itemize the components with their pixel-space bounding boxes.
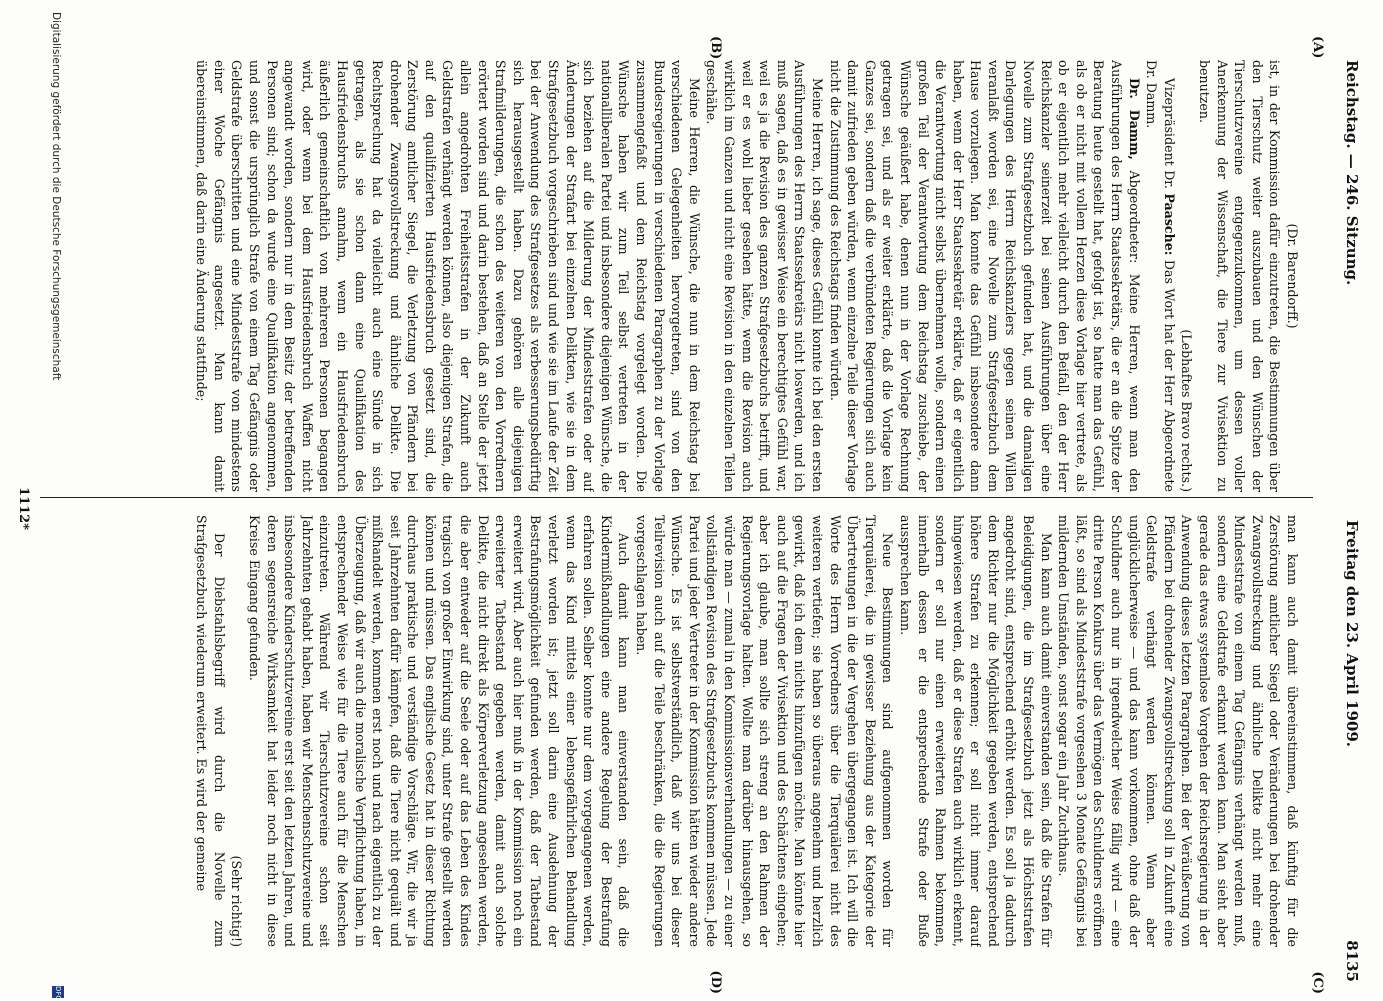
chair-statement [1143, 60, 1178, 492]
chair-prefix: Vizepräsident Dr. [1161, 78, 1177, 189]
column-divider [40, 497, 1313, 498]
paragraph: Neue Bestimmungen sind aufgenommen worden für Tierquälerei, die in gewisser Beziehung aus der Kategorie der Übertretungen in die der Vergehen übergegangen ist. Ich will die Worte des Herrn Vorredners über die Tierquälerei nicht des weiteren vertiefen; sie haben so überaus angenehm und herzlich gewirkt, daß ich dem nichts hinzufügen möchte. Man könnte hier auch auf die Fragen der Vivisektion und des Schächtens eingehen; aber ich glaube, man sollte sich streng an den Rahmen der Regierungsvorlage halten. Wollte man darüber hinausgehen, so würde man — zumal in den Kommissionsverhandlungen — zu einer vollständigen Revision des Strafgesetzbuchs kommen müssen. Jede Partei und jeder Vertreter in der Kommission hätten wieder andere Wünsche. Es ist selbstverständlich, daß wir uns bei dieser Teilrevision auch auf die Teile beschränken, die die Regierungen vorgeschlagen haben. [634, 515, 896, 947]
speech-start [826, 60, 1143, 492]
applause: (Lebhaftes Bravo rechts.) [1179, 329, 1195, 492]
header-right: Freitag den 23. April 1909. [1343, 520, 1361, 747]
dfg-logo-icon: DFG [54, 986, 62, 1001]
margin-marker-b: (B) [708, 36, 723, 60]
paragraph: Meine Herren, die Wünsche, die nun in dem Reichstag bei verschiedenen Gelegenheiten hervorgetreten, sind von den Bundesregierungen in verschiedenen Paragraphen zu der Vorlage zusammengefaßt und dem Reichstag vorgelegt worden. Die Wünsche haben wir zum Teil selbst vertreten in der nationalliberalen Partei und insbesondere diejenigen Wünsche, die sich beziehen auf die Milderung der Mindeststrafen oder auf Änderungen der Strafart bei einzelnen Delikten, wie sie in dem Strafgesetzbuch vorgeschrieben sind und wie sie im Laufe der Zeit bei der Anwendung des Strafgesetzes als verbesserungsbedürftig sich herausgestellt haben. Dazu gehören alle diejenigen Strafmilderungen, die schon des weiteren von den Vorrednern erörtert worden sind und darin bestehen, daß an Stelle der jetzt allein angedrohten Freiheitsstrafen in der Zukunft auch Geldstrafen verhängt werden können, also diejenigen Strafen, die auf den qualifizierten Hausfriedensbruch gesetzt sind, die Zerstörung amtlicher Siegel, die Verletzung von Pfändern bei drohender Zwangsvollstreckung und ähnliche Delikte. Die Rechtsprechung hat da vielleicht auch eine Sünde in sich getragen, als sie schon dann eine Qualifikation des Hausfriedensbruchs annahm, wenn ein Hausfriedensbruch äußerlich gemeinschaftlich von mehreren Personen begangen wird, oder wenn bei dem Hausfriedensbruch Waffen nicht angewandt worden, sondern nur in dem Besitz der betreffenden Personen sind; schon da wurde eine Qualifikation angenommen, und sonst die ursprünglich Strafe von einem Tag Gefängnis oder Geldstrafe überschritten und eine Mindeststrafe von mindestens einer Woche Gefängnis angesetzt. Man kann damit übereinstimmen, daß darin eine Änderung stattfinde; [194, 60, 702, 492]
margin-marker-a: (A) [1310, 36, 1325, 59]
paragraph: ist, in der Kommission dafür einzutreten, die Bestimmungen über den Tierschutz weiter auszubauen und den Wünschen der Tierschutzvereine entgegenzukommen, um dessen voller Anerkennung der Wissenschaft, die Tiere zur Vivisektion zu benutzen. [1197, 60, 1283, 492]
speech-text: Meine Herren, wenn man den Ausführungen des Herrn Staatssekretärs, die er an die Spitze der Beratung heute gestellt hat, gefolgt ist, so hatte man das Gefühl, als ob er nicht mit vollem Herzen diese Vorlage hier vertrete, als ob er eigentlich mehr vielleicht durch den Beifall, den der Herr Reichskanzler seinerzeit bei seinen Ausführungen über eine Novelle zum Strafgesetzbuch gefunden hat, und die damaligen Darlegungen des Herrn Reichskanzlers gegen seinen Willen veranlaßt worden sei, eine Novelle zum Strafgesetzbuch dem Hause vorzulegen. Man konnte das Gefühl insbesondere dann haben, wenn der Herr Staatssekretär erklärte, daß er eigentlich die Verantwortung nicht selbst übernehmen wolle, sondern einen großen Teil der Verantwortung dem Reichstag zuschiebe, der Wünsche geäußert habe, denen nun in der Vorlage Rechnung getragen sei, und als er weiter erklärte, daß die Vorlage kein Ganzes sei, sondern daß die verbündeten Regierungen sich auch damit zufrieden geben würden, wenn einzelne Teile dieser Vorlage nicht die Zustimmung des Reichstags finden würden. [827, 60, 1142, 492]
digitization-credit [6, 0, 66, 1000]
page-reference: 1112* [16, 487, 31, 530]
paragraph: Meine Herren, ich sage, dieses Gefühl konnte ich bei den ersten Ausführungen des Herrn Staatssekretärs nicht loswerden, und ich muß sagen, daß es in gewisser Weise ein berechtigtes Gefühl war, weil es ja die Revision des ganzen Strafgesetzbuchs betrifft, und weil er es wohl lieber gesehen hätte, wenn die Revision auch wirklich im Ganzen und nicht eine Revision in den einzelnen Teilen geschähe. [704, 60, 825, 492]
page-number: 8135 [1343, 940, 1361, 982]
header-left: Reichstag. — 246. Sitzung. [1343, 60, 1361, 286]
interjection: (Sehr richtig!) [229, 855, 245, 947]
credit-text: Digitalisierung gefördert durch die Deutsche Forschungsgemeinschaft [50, 12, 62, 381]
paragraph: Der Diebstahlsbegriff wird durch die Novelle zum Strafgesetzbuch wiederum erweitert. Es wird der gemeine [194, 515, 227, 947]
chair-name: Paasche: [1161, 193, 1177, 256]
chair-text: Das Wort hat der Herr Abgeordnete Dr. Damm. [1144, 60, 1177, 492]
speaker-role: Abgeordneter: [1126, 170, 1142, 264]
margin-marker-d: (D) [708, 970, 723, 994]
left-column [76, 60, 1301, 492]
paragraph: Man kann auch damit einverstanden sein, daß die Strafen für Beleidigungen, die im Strafgesetzbuch jetzt als Höchststrafen angedroht sind, entsprechend erhöht werden. Es soll ja dadurch dem Richter nur die Möglichkeit gegeben werden, entsprechend höhere Strafen zu erkennen; er soll nicht immer darauf hingewiesen werden, daß er diese Strafen auch wirklich erkennt, sondern er soll nur einen erweiterten Rahmen bekommen, innerhalb dessen er die entsprechende Strafe oder Buße aussprechen kann. [897, 515, 1054, 947]
paragraph: Auch damit kann man einverstanden sein, daß die Kindermißhandlungen eine andere Regelung der Bestrafung erfahren sollen. Selber konnte nur dem vorgegangenen werden, wenn das Kind mittels einer lebensgefährlichen Behandlung verletzt worden ist; jetzt soll darin eine Ausdehnung der Bestrafungsmöglichkeit gefunden werden, daß der Tatbestand erweitert wird. Aber auch hier muß in der Kommission noch ein erweiterter Tatbestand gegeben werden, damit auch solche Delikte, die nicht direkt als Körperverletzung angesehen werden, die aber entweder auf die Seele oder auf das Leben des Kindes tragisch von großer Einwirkung sind, unter Strafe gestellt werden können und müssen. Das englische Gesetz hat in dieser Richtung durchaus praktische und verständige Vorschläge. Wir, die wir ja seit Jahrzehnten dafür kämpfen, daß die Tiere nicht gequält und mißhandelt werden, kommen erst noch und nach eigentlich zu der Überzeugung, daß wir auch die moralische Verpflichtung haben, in entsprechender Weise wie für die Tiere auch für die Menschen einzutreten. Während wir Tierschutzvereine schon seit Jahrzehnten gehabt haben, haben wir Menschenschutzvereine und insbesondere Kinderschutzvereine erst seit den letzten Jahren, und deren segensreiche Wirksamkeit hat leider noch nicht in diese Kreise Eingang gefunden. [246, 515, 632, 947]
speaker-reference: (Dr. Barendorff.) [1285, 223, 1300, 329]
speaker-name: Dr. Damm, [1126, 78, 1142, 160]
paragraph: man kann auch damit übereinstimmen, daß künftig für die Zerstörung amtlicher Siegel oder Veränderungen bei drohender Zwangsvollstreckung und ähnliche Delikte nicht mehr eine Mindeststrafe von einem Tag Gefängnis verhängt werden muß, sondern eine Geldstrafe erkannt werden kann. Man sieht aber gerade das etwas systemlose Vorgehen der Reichsregierung in der Anwendung dieses letzten Paragraphen. Bei der Veräußerung von Pfändern bei drohender Zwangsvollstreckung soll in Zukunft eine Geldstrafe verhängt werden können. Wenn aber unglücklicherweise — und das kann vorkommen, ohne daß der Schuldner auch nur in irgendwelcher Weise fällig wird — eine dritte Person Konkurs über das Vermögen des Schuldners eröffnen läßt, so sind als Mindeststrafe vorgesehen 3 Monate Gefängnis bei mildernden Umständen, sonst sogar ein Jahr Zuchthaus. [1056, 515, 1300, 947]
margin-marker-c: (C) [1310, 971, 1325, 994]
right-column [121, 515, 1301, 947]
